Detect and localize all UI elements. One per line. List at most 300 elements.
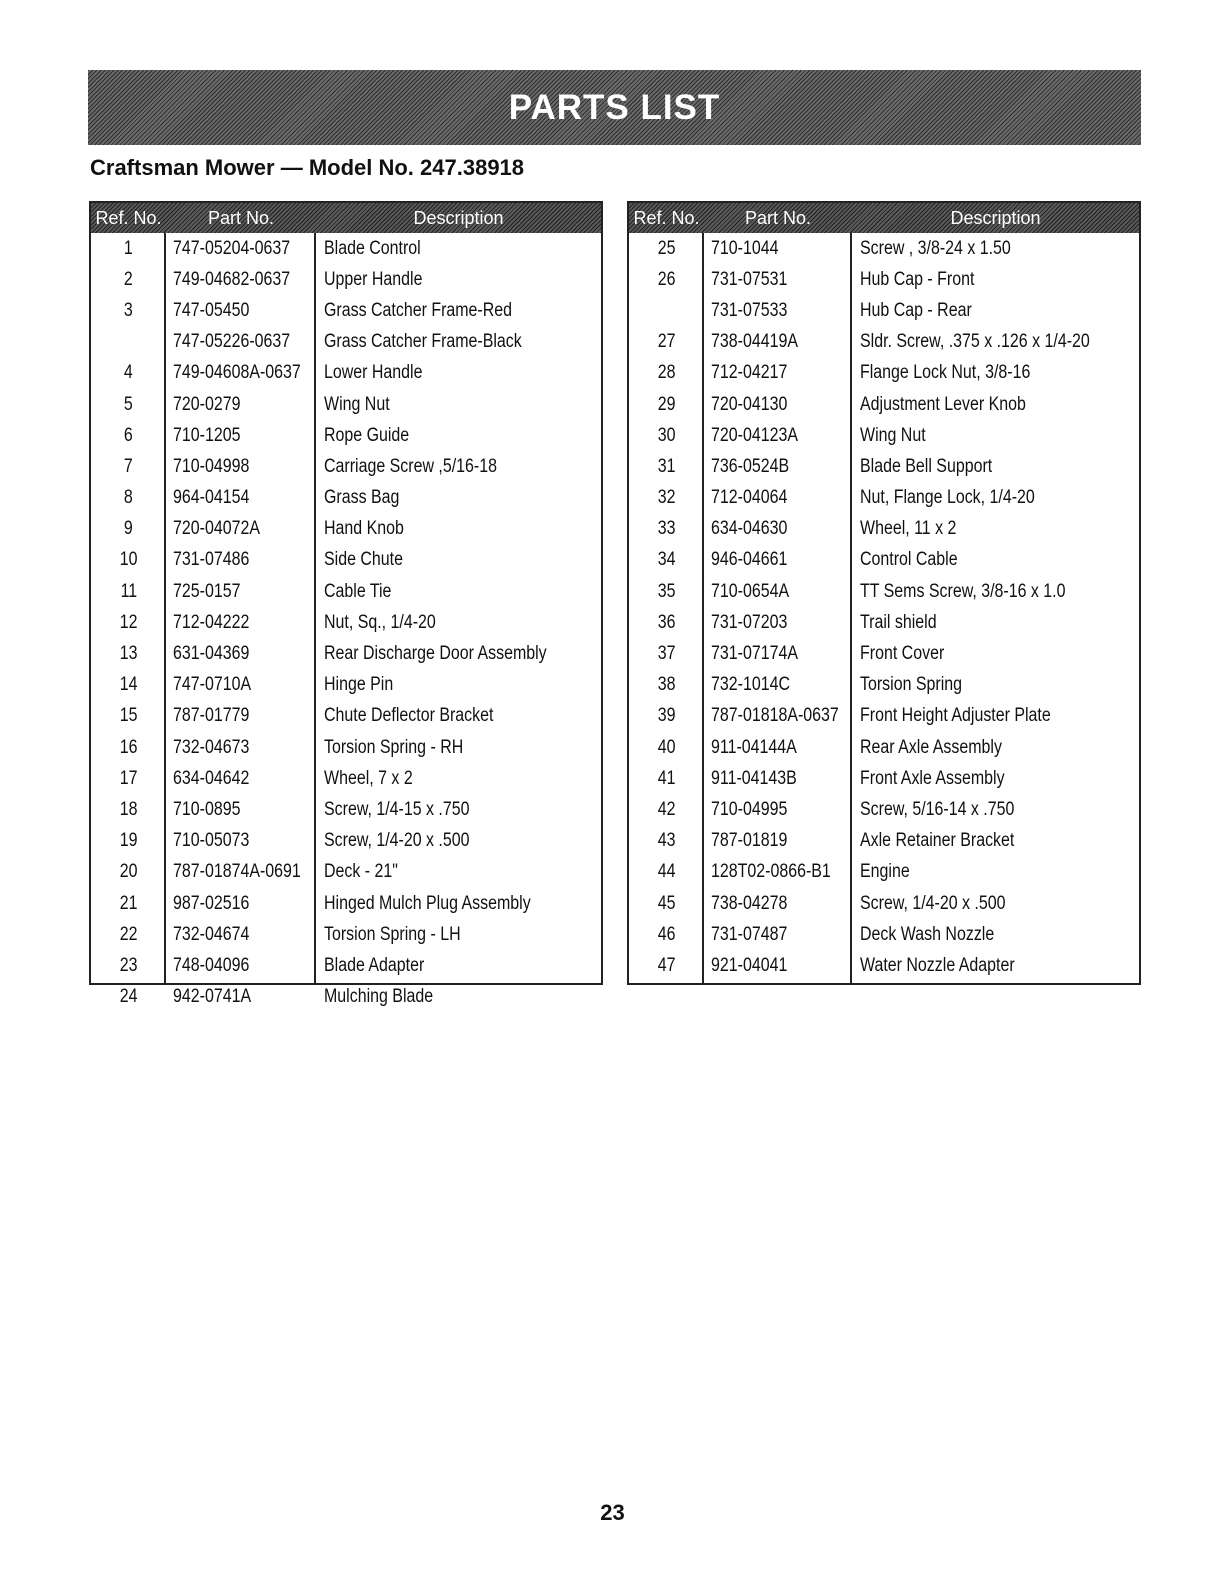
part-no-cell-text: 787-01819 bbox=[711, 830, 788, 852]
description-cell-text: Grass Catcher Frame-Red bbox=[324, 299, 513, 321]
model-subtitle: Craftsman Mower — Model No. 247.38918 bbox=[90, 155, 525, 180]
ref-no-cell-text: 37 bbox=[657, 643, 676, 665]
part-no-cell bbox=[704, 674, 852, 696]
parts-list-banner bbox=[88, 70, 1141, 145]
ref-no-cell bbox=[91, 269, 166, 291]
part-no-cell bbox=[166, 518, 316, 540]
description-cell-text: Rear Discharge Door Assembly bbox=[324, 643, 547, 665]
ref-no-cell bbox=[629, 518, 704, 540]
description-cell bbox=[316, 238, 601, 260]
part-no-cell-text: 732-04673 bbox=[173, 736, 250, 758]
part-no-cell bbox=[166, 737, 316, 759]
table-row bbox=[629, 919, 1139, 950]
part-no-cell bbox=[704, 581, 852, 603]
description-cell bbox=[852, 518, 1139, 540]
ref-no-cell-text: 24 bbox=[119, 986, 138, 1008]
ref-no-cell bbox=[629, 612, 704, 634]
ref-no-cell-text: 2 bbox=[124, 268, 133, 290]
part-no-cell bbox=[166, 893, 316, 915]
part-no-cell-text: 710-04995 bbox=[711, 798, 788, 820]
description-cell bbox=[316, 737, 601, 759]
table-row bbox=[91, 420, 601, 451]
description-cell bbox=[316, 643, 601, 665]
ref-no-cell bbox=[91, 518, 166, 540]
part-no-cell bbox=[166, 612, 316, 634]
description-cell-text: Screw, 5/16-14 x .750 bbox=[860, 798, 1015, 820]
description-cell-text: Blade Adapter bbox=[324, 954, 425, 976]
ref-no-cell-text: 41 bbox=[657, 767, 676, 789]
ref-no-cell bbox=[91, 331, 166, 353]
ref-no-cell bbox=[91, 425, 166, 447]
ref-no-cell bbox=[629, 674, 704, 696]
part-no-cell-text: 731-07486 bbox=[173, 549, 250, 571]
part-no-cell bbox=[704, 394, 852, 416]
ref-no-cell-text: 44 bbox=[657, 861, 676, 883]
ref-no-cell-text: 30 bbox=[657, 424, 676, 446]
part-no-cell bbox=[704, 612, 852, 634]
part-no-cell bbox=[704, 799, 852, 821]
table-row bbox=[91, 451, 601, 482]
table-row bbox=[629, 607, 1139, 638]
ref-no-cell bbox=[629, 955, 704, 977]
part-no-cell-text: 731-07533 bbox=[711, 299, 788, 321]
ref-no-cell-text: 22 bbox=[119, 923, 138, 945]
table-row bbox=[91, 701, 601, 732]
ref-no-cell-text: 17 bbox=[119, 767, 138, 789]
table-row bbox=[629, 451, 1139, 482]
table-row bbox=[91, 358, 601, 389]
table-row bbox=[629, 358, 1139, 389]
header-part-no: Part No. bbox=[207, 207, 275, 228]
table-header bbox=[91, 203, 601, 233]
ref-no-cell-text: 26 bbox=[657, 268, 676, 290]
description-cell bbox=[852, 456, 1139, 478]
ref-no-cell-text: 1 bbox=[124, 237, 133, 259]
table-row bbox=[629, 670, 1139, 701]
ref-no-cell-text: 29 bbox=[657, 393, 676, 415]
part-no-cell bbox=[166, 705, 316, 727]
part-no-cell bbox=[166, 362, 316, 384]
parts-table-right bbox=[627, 201, 1141, 985]
description-cell-text: Lower Handle bbox=[324, 362, 423, 384]
parts-table-left bbox=[89, 201, 603, 1008]
ref-no-cell bbox=[629, 799, 704, 821]
description-cell-text: Hub Cap - Front bbox=[860, 268, 975, 290]
part-no-cell-text: 747-05226-0637 bbox=[173, 331, 291, 353]
ref-no-cell bbox=[629, 487, 704, 509]
part-no-cell-text: 710-0654A bbox=[711, 580, 790, 602]
ref-no-cell-text: 21 bbox=[119, 892, 138, 914]
description-cell bbox=[316, 300, 601, 322]
part-no-cell-text: 911-04144A bbox=[711, 736, 797, 758]
ref-no-cell bbox=[629, 924, 704, 946]
part-no-cell bbox=[166, 394, 316, 416]
ref-no-cell bbox=[91, 456, 166, 478]
table-row bbox=[629, 295, 1139, 326]
description-cell bbox=[852, 362, 1139, 384]
table-row bbox=[629, 638, 1139, 669]
ref-no-cell bbox=[629, 581, 704, 603]
description-cell-text: Axle Retainer Bracket bbox=[860, 830, 1015, 852]
ref-no-cell-text: 20 bbox=[119, 861, 138, 883]
description-cell-text: Chute Deflector Bracket bbox=[324, 705, 494, 727]
description-cell bbox=[852, 394, 1139, 416]
description-cell-text: TT Sems Screw, 3/8-16 x 1.0 bbox=[860, 580, 1066, 602]
ref-no-cell bbox=[629, 331, 704, 353]
table-row bbox=[91, 888, 601, 919]
ref-no-cell bbox=[629, 830, 704, 852]
description-cell bbox=[316, 394, 601, 416]
ref-no-cell-text: 6 bbox=[124, 424, 133, 446]
part-no-cell bbox=[166, 269, 316, 291]
description-cell-text: Screw, 1/4-15 x .750 bbox=[324, 798, 470, 820]
description-cell bbox=[852, 768, 1139, 790]
description-cell bbox=[316, 986, 601, 1008]
description-cell bbox=[316, 581, 601, 603]
description-cell-text: Screw, 1/4-20 x .500 bbox=[324, 830, 470, 852]
ref-no-cell-text: 25 bbox=[657, 237, 676, 259]
table-row bbox=[91, 295, 601, 326]
part-no-cell bbox=[166, 549, 316, 571]
column-divider bbox=[850, 233, 852, 983]
table-row bbox=[629, 857, 1139, 888]
description-cell bbox=[852, 581, 1139, 603]
ref-no-cell-text: 43 bbox=[657, 830, 676, 852]
table-row bbox=[629, 888, 1139, 919]
description-cell-text: Nut, Sq., 1/4-20 bbox=[324, 611, 436, 633]
part-no-cell bbox=[166, 830, 316, 852]
description-cell-text: Torsion Spring bbox=[860, 674, 963, 696]
ref-no-cell-text: 8 bbox=[124, 487, 133, 509]
table-row bbox=[91, 264, 601, 295]
table-row bbox=[629, 794, 1139, 825]
description-cell bbox=[852, 799, 1139, 821]
part-no-cell-text: 720-04072A bbox=[173, 518, 260, 540]
description-cell-text: Front Cover bbox=[860, 643, 945, 665]
description-cell-text: Torsion Spring - LH bbox=[324, 923, 461, 945]
part-no-cell-text: 720-0279 bbox=[173, 393, 241, 415]
part-no-cell bbox=[166, 238, 316, 260]
ref-no-cell-text: 4 bbox=[124, 362, 133, 384]
part-no-cell bbox=[166, 643, 316, 665]
ref-no-cell bbox=[91, 737, 166, 759]
part-no-cell bbox=[166, 861, 316, 883]
part-no-cell bbox=[704, 893, 852, 915]
description-cell bbox=[316, 674, 601, 696]
table-row bbox=[629, 420, 1139, 451]
part-no-cell-text: 731-07487 bbox=[711, 923, 788, 945]
table-row bbox=[91, 950, 601, 981]
part-no-cell-text: 710-1205 bbox=[173, 424, 241, 446]
description-cell-text: Screw , 3/8-24 x 1.50 bbox=[860, 237, 1011, 259]
ref-no-cell-text: 31 bbox=[657, 455, 676, 477]
description-cell bbox=[316, 456, 601, 478]
ref-no-cell bbox=[91, 549, 166, 571]
description-cell bbox=[316, 331, 601, 353]
description-cell bbox=[316, 549, 601, 571]
ref-no-cell-text: 12 bbox=[119, 611, 138, 633]
part-no-cell-text: 738-04419A bbox=[711, 331, 798, 353]
part-no-cell-text: 634-04630 bbox=[711, 518, 788, 540]
description-cell bbox=[852, 487, 1139, 509]
description-cell-text: Hinged Mulch Plug Assembly bbox=[324, 892, 531, 914]
part-no-cell bbox=[704, 830, 852, 852]
description-cell-text: Grass Catcher Frame-Black bbox=[324, 331, 522, 353]
description-cell bbox=[316, 518, 601, 540]
description-cell bbox=[316, 487, 601, 509]
table-row bbox=[91, 763, 601, 794]
part-no-cell bbox=[704, 518, 852, 540]
ref-no-cell-text: 5 bbox=[124, 393, 133, 415]
part-no-cell-text: 634-04642 bbox=[173, 767, 250, 789]
table-header bbox=[629, 203, 1139, 233]
description-cell-text: Trail shield bbox=[860, 611, 937, 633]
table-row bbox=[91, 670, 601, 701]
part-no-cell-text: 710-05073 bbox=[173, 830, 250, 852]
ref-no-cell-text: 13 bbox=[119, 643, 138, 665]
ref-no-cell bbox=[629, 300, 704, 322]
description-cell-text: Wing Nut bbox=[860, 424, 926, 446]
ref-no-cell bbox=[91, 768, 166, 790]
description-cell bbox=[316, 955, 601, 977]
description-cell bbox=[852, 331, 1139, 353]
part-no-cell-text: 738-04278 bbox=[711, 892, 788, 914]
description-cell-text: Adjustment Lever Knob bbox=[860, 393, 1026, 415]
description-cell bbox=[316, 924, 601, 946]
table-row bbox=[629, 576, 1139, 607]
part-no-cell bbox=[704, 643, 852, 665]
ref-no-cell-text: 32 bbox=[657, 487, 676, 509]
table-body bbox=[629, 233, 1139, 983]
table-row bbox=[629, 826, 1139, 857]
description-cell bbox=[852, 643, 1139, 665]
table-row bbox=[629, 264, 1139, 295]
ref-no-cell-text: 35 bbox=[657, 580, 676, 602]
description-cell bbox=[852, 705, 1139, 727]
ref-no-cell-text: 40 bbox=[657, 736, 676, 758]
ref-no-cell-text: 14 bbox=[119, 674, 138, 696]
part-no-cell bbox=[166, 581, 316, 603]
part-no-cell-text: 712-04222 bbox=[173, 611, 250, 633]
part-no-cell bbox=[166, 331, 316, 353]
ref-no-cell bbox=[629, 394, 704, 416]
table-row bbox=[91, 638, 601, 669]
description-cell bbox=[852, 861, 1139, 883]
description-cell bbox=[852, 612, 1139, 634]
part-no-cell bbox=[704, 425, 852, 447]
part-no-cell-text: 731-07203 bbox=[711, 611, 788, 633]
table-row bbox=[91, 857, 601, 888]
ref-no-cell bbox=[91, 955, 166, 977]
description-cell bbox=[316, 705, 601, 727]
description-cell-text: Hub Cap - Rear bbox=[860, 299, 972, 321]
ref-no-cell-text: 10 bbox=[119, 549, 138, 571]
description-cell-text: Flange Lock Nut, 3/8-16 bbox=[860, 362, 1031, 384]
ref-no-cell bbox=[629, 549, 704, 571]
part-no-cell-text: 748-04096 bbox=[173, 954, 250, 976]
page-title: PARTS LIST bbox=[508, 87, 721, 127]
part-no-cell-text: 710-04998 bbox=[173, 455, 250, 477]
ref-no-cell-text: 33 bbox=[657, 518, 676, 540]
table-row bbox=[629, 732, 1139, 763]
part-no-cell-text: 732-1014C bbox=[711, 674, 790, 696]
part-no-cell bbox=[166, 768, 316, 790]
header-ref-no: Ref. No. bbox=[633, 207, 700, 228]
part-no-cell bbox=[704, 768, 852, 790]
table-row bbox=[91, 826, 601, 857]
table-row bbox=[91, 607, 601, 638]
description-cell bbox=[852, 269, 1139, 291]
part-no-cell bbox=[704, 487, 852, 509]
part-no-cell-text: 631-04369 bbox=[173, 643, 250, 665]
description-cell bbox=[852, 300, 1139, 322]
part-no-cell-text: 731-07174A bbox=[711, 643, 798, 665]
description-cell-text: Cable Tie bbox=[324, 580, 392, 602]
table-row bbox=[91, 545, 601, 576]
ref-no-cell bbox=[91, 394, 166, 416]
description-cell-text: Hinge Pin bbox=[324, 674, 394, 696]
table-row bbox=[91, 389, 601, 420]
description-cell bbox=[852, 893, 1139, 915]
ref-no-cell bbox=[629, 425, 704, 447]
description-cell bbox=[852, 924, 1139, 946]
ref-no-cell-text: 27 bbox=[657, 331, 676, 353]
description-cell-text: Water Nozzle Adapter bbox=[860, 954, 1015, 976]
ref-no-cell-text: 42 bbox=[657, 798, 676, 820]
part-no-cell bbox=[166, 487, 316, 509]
ref-no-cell bbox=[91, 300, 166, 322]
description-cell-text: Torsion Spring - RH bbox=[324, 736, 464, 758]
ref-no-cell-text: 16 bbox=[119, 736, 138, 758]
part-no-cell-text: 787-01818A-0637 bbox=[711, 705, 839, 727]
ref-no-cell-text: 23 bbox=[119, 954, 138, 976]
ref-no-cell bbox=[91, 799, 166, 821]
ref-no-cell bbox=[629, 238, 704, 260]
description-cell-text: Front Axle Assembly bbox=[860, 767, 1005, 789]
part-no-cell bbox=[166, 986, 316, 1008]
ref-no-cell-text: 45 bbox=[657, 892, 676, 914]
column-divider bbox=[164, 233, 166, 983]
description-cell bbox=[316, 893, 601, 915]
ref-no-cell bbox=[629, 737, 704, 759]
ref-no-cell-text: 47 bbox=[657, 954, 676, 976]
table-row bbox=[91, 327, 601, 358]
ref-no-cell-text: 19 bbox=[119, 830, 138, 852]
part-no-cell-text: 987-02516 bbox=[173, 892, 250, 914]
description-cell-text: Deck - 21" bbox=[324, 861, 398, 883]
description-cell bbox=[316, 830, 601, 852]
description-cell bbox=[852, 737, 1139, 759]
ref-no-cell bbox=[91, 893, 166, 915]
description-cell bbox=[852, 674, 1139, 696]
part-no-cell-text: 712-04217 bbox=[711, 362, 788, 384]
part-no-cell-text: 787-01874A-0691 bbox=[173, 861, 301, 883]
description-cell bbox=[316, 799, 601, 821]
table-row bbox=[629, 389, 1139, 420]
ref-no-cell bbox=[91, 612, 166, 634]
description-cell-text: Screw, 1/4-20 x .500 bbox=[860, 892, 1006, 914]
description-cell-text: Nut, Flange Lock, 1/4-20 bbox=[860, 487, 1035, 509]
header-ref-no: Ref. No. bbox=[95, 207, 162, 228]
description-cell bbox=[316, 768, 601, 790]
description-cell bbox=[852, 830, 1139, 852]
description-cell-text: Wheel, 7 x 2 bbox=[324, 767, 413, 789]
part-no-cell-text: 749-04608A-0637 bbox=[173, 362, 301, 384]
table-row bbox=[629, 545, 1139, 576]
table-row bbox=[629, 483, 1139, 514]
table-row bbox=[629, 327, 1139, 358]
ref-no-cell bbox=[629, 456, 704, 478]
part-no-cell-text: 911-04143B bbox=[711, 767, 797, 789]
description-cell-text: Upper Handle bbox=[324, 268, 423, 290]
table-row bbox=[629, 763, 1139, 794]
description-cell-text: Rope Guide bbox=[324, 424, 410, 446]
description-cell bbox=[316, 425, 601, 447]
description-cell-text: Wheel, 11 x 2 bbox=[860, 518, 957, 540]
ref-no-cell-text: 7 bbox=[124, 455, 133, 477]
part-no-cell bbox=[704, 331, 852, 353]
description-cell-text: Side Chute bbox=[324, 549, 403, 571]
part-no-cell bbox=[166, 425, 316, 447]
description-cell-text: Control Cable bbox=[860, 549, 958, 571]
ref-no-cell bbox=[629, 861, 704, 883]
part-no-cell-text: 736-0524B bbox=[711, 455, 790, 477]
part-no-cell-text: 712-04064 bbox=[711, 487, 788, 509]
part-no-cell-text: 731-07531 bbox=[711, 268, 788, 290]
ref-no-cell-text: 36 bbox=[657, 611, 676, 633]
ref-no-cell-text: 46 bbox=[657, 923, 676, 945]
description-cell bbox=[852, 955, 1139, 977]
table-row bbox=[629, 950, 1139, 981]
header-part-no: Part No. bbox=[744, 207, 812, 228]
part-no-cell bbox=[704, 924, 852, 946]
part-no-cell bbox=[704, 269, 852, 291]
ref-no-cell bbox=[91, 581, 166, 603]
ref-no-cell bbox=[91, 830, 166, 852]
part-no-cell-text: 921-04041 bbox=[711, 954, 788, 976]
description-cell-text: Rear Axle Assembly bbox=[860, 736, 1002, 758]
description-cell bbox=[852, 425, 1139, 447]
description-cell-text: Hand Knob bbox=[324, 518, 404, 540]
part-no-cell bbox=[704, 549, 852, 571]
part-no-cell-text: 710-0895 bbox=[173, 798, 241, 820]
column-divider bbox=[314, 233, 316, 983]
ref-no-cell-text: 38 bbox=[657, 674, 676, 696]
ref-no-cell-text: 34 bbox=[657, 549, 676, 571]
header-description: Description bbox=[413, 207, 504, 228]
ref-no-cell-text: 11 bbox=[120, 580, 137, 602]
description-cell-text: Sldr. Screw, .375 x .126 x 1/4-20 bbox=[860, 331, 1090, 353]
description-cell bbox=[316, 612, 601, 634]
table-body bbox=[91, 233, 601, 1008]
part-no-cell-text: 720-04123A bbox=[711, 424, 798, 446]
table-row bbox=[91, 732, 601, 763]
header-description: Description bbox=[950, 207, 1041, 228]
table-row bbox=[91, 982, 601, 1013]
part-no-cell-text: 710-1044 bbox=[711, 237, 779, 259]
part-no-cell-text: 747-05204-0637 bbox=[173, 237, 291, 259]
part-no-cell-text: 128T02-0866-B1 bbox=[711, 861, 831, 883]
part-no-cell-text: 720-04130 bbox=[711, 393, 788, 415]
ref-no-cell bbox=[629, 269, 704, 291]
ref-no-cell bbox=[91, 861, 166, 883]
part-no-cell-text: 946-04661 bbox=[711, 549, 788, 571]
part-no-cell-text: 749-04682-0637 bbox=[173, 268, 291, 290]
ref-no-cell bbox=[91, 986, 166, 1008]
ref-no-cell bbox=[629, 643, 704, 665]
description-cell bbox=[316, 861, 601, 883]
part-no-cell bbox=[704, 456, 852, 478]
